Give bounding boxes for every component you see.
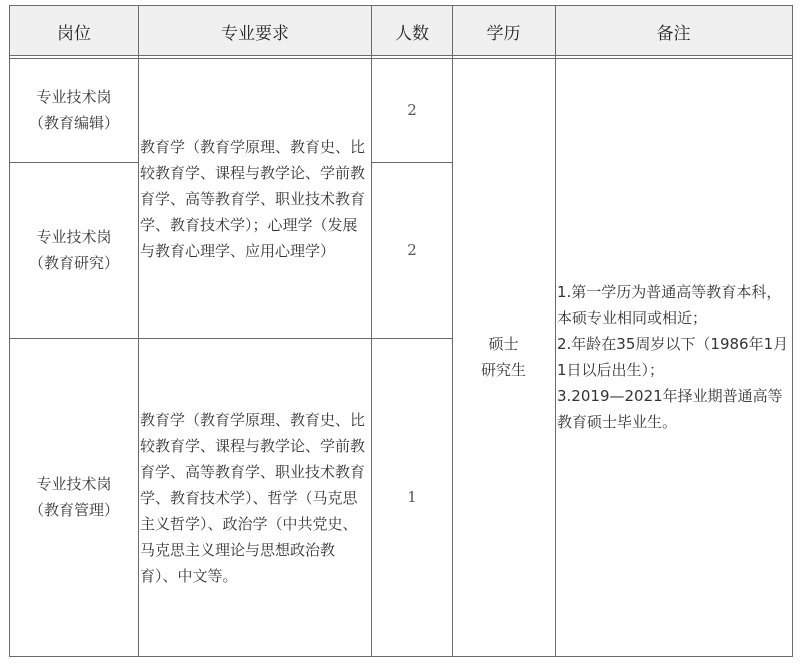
header-divider [9, 55, 793, 56]
header-divider [9, 58, 793, 59]
table-border [9, 656, 793, 657]
requirement-text: 教育学（教育学原理、教育史、比较教育学、课程与教学论、学前教育学、高等教育学、职业技术教育学、教育技术学）；心理学（发展与教育心理学、应用心理学） [140, 138, 366, 260]
count-value: 1 [407, 488, 417, 506]
table-border [9, 5, 793, 6]
row-divider [9, 162, 139, 163]
education-degree: 硕士 [488, 335, 519, 353]
header-remark: 备注 [555, 6, 792, 56]
position-subtitle: （教育管理） [28, 501, 119, 519]
position-cell [10, 162, 138, 338]
header-requirement: 专业要求 [138, 6, 372, 56]
row-divider [371, 162, 453, 163]
header-position: 岗位 [10, 6, 138, 56]
position-title: 专业技术岗 [36, 88, 112, 106]
position-subtitle: （教育研究） [28, 254, 119, 272]
position-subtitle: （教育编辑） [28, 114, 119, 132]
table-border [792, 5, 793, 657]
position-cell [10, 338, 138, 656]
count-value: 2 [407, 101, 417, 119]
education-cell [452, 58, 555, 656]
position-cell [10, 58, 138, 162]
column-divider [555, 5, 556, 657]
column-divider [371, 5, 372, 657]
row-divider [9, 338, 453, 339]
position-title: 专业技术岗 [36, 475, 112, 493]
column-divider [138, 5, 139, 657]
remark-text: 1.第一学历为普通高等教育本科，本硕专业相同或相近； 2.年龄在35周岁以下（1986年1月1日以后出生）； 3.2019—2021年择业期普通高等教育硕士毕业生。 [557, 283, 789, 431]
count-value: 2 [407, 241, 417, 259]
column-divider [452, 5, 453, 657]
education-level: 研究生 [480, 361, 526, 379]
header-education: 学历 [452, 6, 555, 56]
header-count: 人数 [372, 6, 452, 56]
table-border [9, 5, 10, 657]
requirement-text: 教育学（教育学原理、教育史、比较教育学、课程与教学论、学前教育学、高等教育学、职业技术教育学、教育技术学）、哲学（马克思主义哲学）、政治学（中共党史、马克思主义理论与思想政治教育）、中文等。 [140, 411, 366, 585]
position-title: 专业技术岗 [36, 228, 112, 246]
